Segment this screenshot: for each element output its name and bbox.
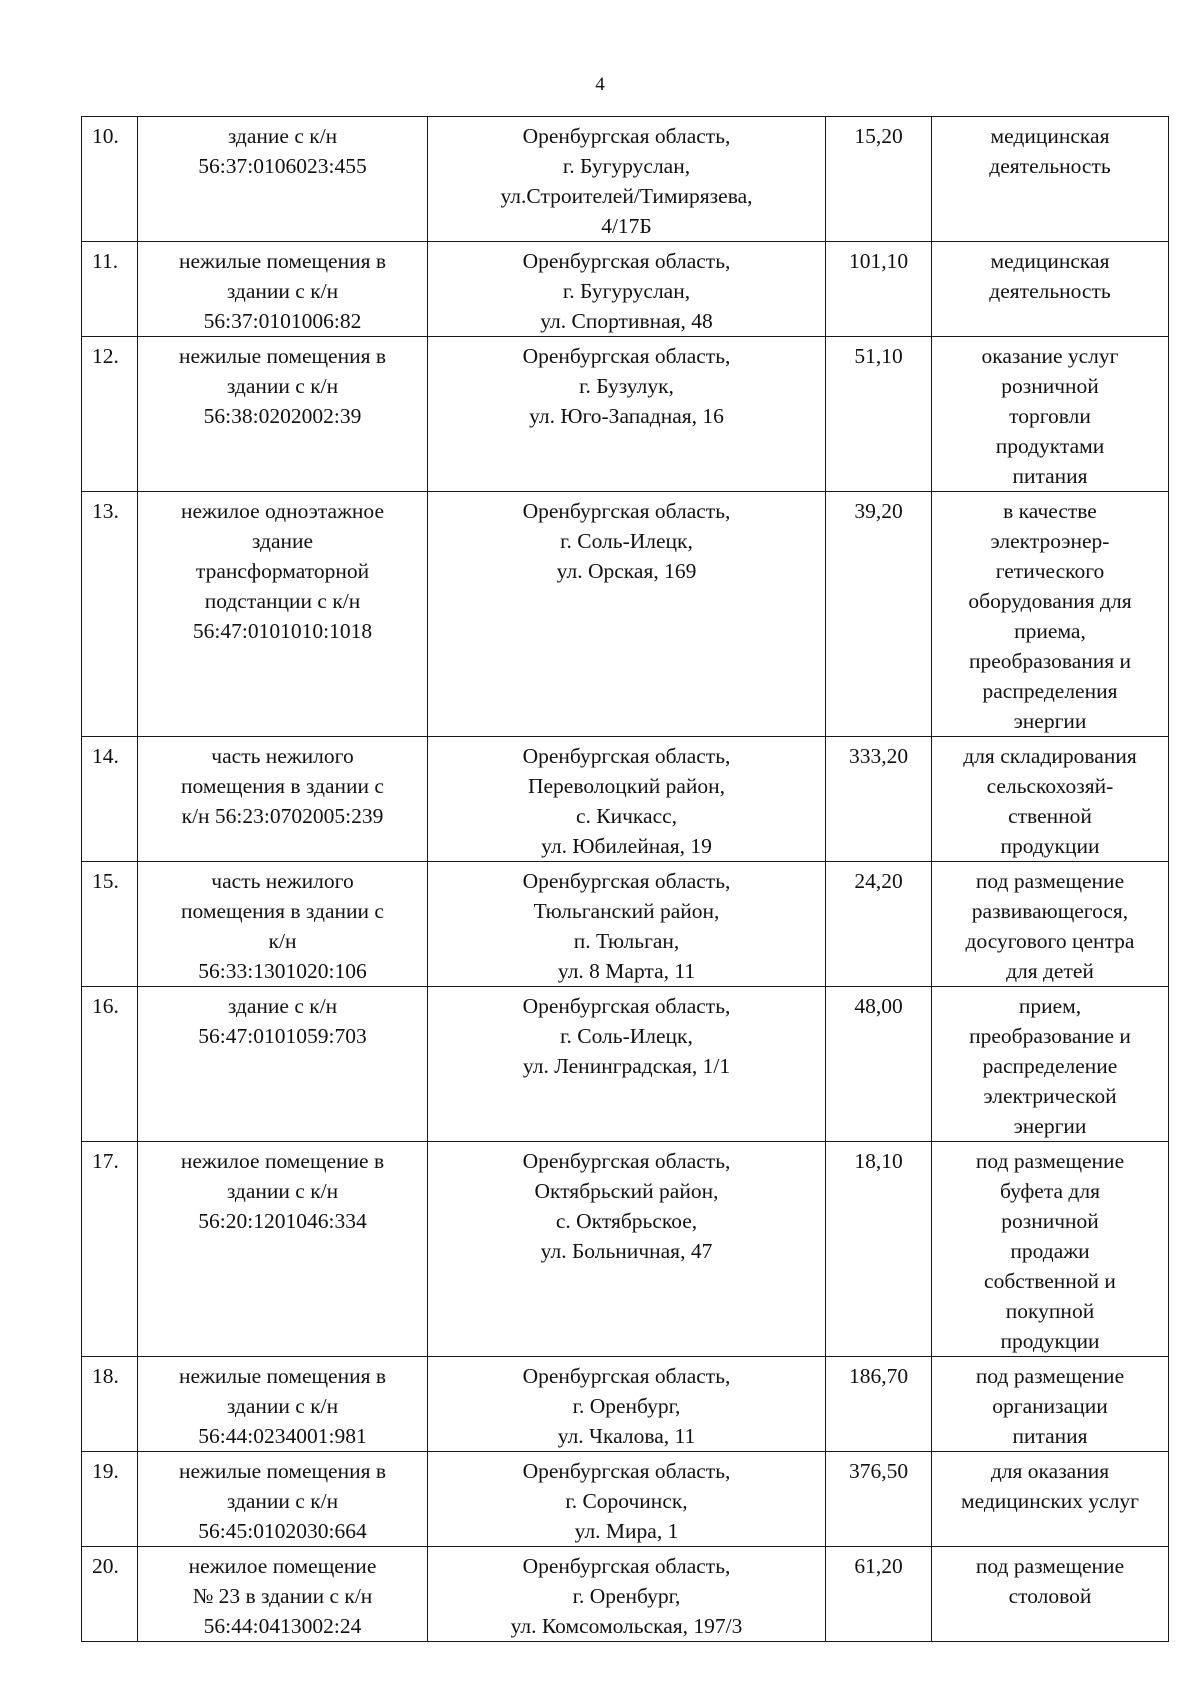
object-area: 39,20 — [826, 492, 932, 737]
object-description: нежилые помещения в здании с к/н 56:44:0234001:981 — [138, 1357, 428, 1452]
object-area: 48,00 — [826, 987, 932, 1142]
table-row — [82, 117, 1169, 242]
table-row — [82, 242, 1169, 337]
object-address: Оренбургская область, Тюльганский район, п. Тюльган, ул. 8 Марта, 11 — [428, 862, 826, 987]
object-address: Оренбургская область, г. Оренбург, ул. Чкалова, 11 — [428, 1357, 826, 1452]
object-address: Оренбургская область, г. Соль-Илецк, ул. Орская, 169 — [428, 492, 826, 737]
table-row — [82, 1357, 1169, 1452]
table-row — [82, 987, 1169, 1142]
table-row — [82, 862, 1169, 987]
object-area: 333,20 — [826, 737, 932, 862]
object-purpose: под размещение буфета для розничной продажи собственной и покупной продукции — [932, 1142, 1169, 1357]
object-address: Оренбургская область, Октябрьский район, с. Октябрьское, ул. Больничная, 47 — [428, 1142, 826, 1357]
row-number: 12. — [82, 337, 138, 492]
row-number: 18. — [82, 1357, 138, 1452]
row-number: 14. — [82, 737, 138, 862]
table-row — [82, 1142, 1169, 1357]
object-description: нежилое помещение № 23 в здании с к/н 56:44:0413002:24 — [138, 1547, 428, 1642]
object-purpose: для складирования сельскохозяй- ственной продукции — [932, 737, 1169, 862]
object-description: нежилые помещения в здании с к/н 56:37:0101006:82 — [138, 242, 428, 337]
object-purpose: медицинская деятельность — [932, 117, 1169, 242]
row-number: 13. — [82, 492, 138, 737]
object-purpose: медицинская деятельность — [932, 242, 1169, 337]
row-number: 20. — [82, 1547, 138, 1642]
object-address: Оренбургская область, г. Соль-Илецк, ул. Ленинградская, 1/1 — [428, 987, 826, 1142]
object-area: 61,20 — [826, 1547, 932, 1642]
object-area: 101,10 — [826, 242, 932, 337]
object-address: Оренбургская область, г. Бугуруслан, ул. Спортивная, 48 — [428, 242, 826, 337]
object-area: 18,10 — [826, 1142, 932, 1357]
object-purpose: под размещение развивающегося, досугового центра для детей — [932, 862, 1169, 987]
object-area: 15,20 — [826, 117, 932, 242]
table-row — [82, 337, 1169, 492]
table-row — [82, 1452, 1169, 1547]
object-purpose: для оказания медицинских услуг — [932, 1452, 1169, 1547]
object-description: нежилое одноэтажное здание трансформаторной подстанции с к/н 56:47:0101010:1018 — [138, 492, 428, 737]
table-row — [82, 492, 1169, 737]
object-description: часть нежилого помещения в здании с к/н 56:33:1301020:106 — [138, 862, 428, 987]
object-description: нежилые помещения в здании с к/н 56:45:0102030:664 — [138, 1452, 428, 1547]
object-purpose: под размещение столовой — [932, 1547, 1169, 1642]
object-purpose: прием, преобразование и распределение электрической энергии — [932, 987, 1169, 1142]
object-description: здание с к/н 56:37:0106023:455 — [138, 117, 428, 242]
row-number: 11. — [82, 242, 138, 337]
object-purpose: под размещение организации питания — [932, 1357, 1169, 1452]
object-purpose: оказание услуг розничной торговли продуктами питания — [932, 337, 1169, 492]
object-area: 186,70 — [826, 1357, 932, 1452]
object-description: нежилые помещения в здании с к/н 56:38:0202002:39 — [138, 337, 428, 492]
property-table — [81, 116, 1169, 1642]
row-number: 19. — [82, 1452, 138, 1547]
object-area: 24,20 — [826, 862, 932, 987]
row-number: 15. — [82, 862, 138, 987]
object-address: Оренбургская область, Переволоцкий район, с. Кичкасс, ул. Юбилейная, 19 — [428, 737, 826, 862]
object-address: Оренбургская область, г. Бузулук, ул. Юго-Западная, 16 — [428, 337, 826, 492]
object-description: часть нежилого помещения в здании с к/н 56:23:0702005:239 — [138, 737, 428, 862]
object-area: 376,50 — [826, 1452, 932, 1547]
row-number: 17. — [82, 1142, 138, 1357]
object-description: здание с к/н 56:47:0101059:703 — [138, 987, 428, 1142]
object-description: нежилое помещение в здании с к/н 56:20:1201046:334 — [138, 1142, 428, 1357]
object-address: Оренбургская область, г. Сорочинск, ул. Мира, 1 — [428, 1452, 826, 1547]
row-number: 10. — [82, 117, 138, 242]
object-address: Оренбургская область, г. Оренбург, ул. Комсомольская, 197/3 — [428, 1547, 826, 1642]
object-address: Оренбургская область, г. Бугуруслан, ул.Строителей/Тимирязева, 4/17Б — [428, 117, 826, 242]
row-number: 16. — [82, 987, 138, 1142]
object-purpose: в качестве электроэнер- гетического оборудования для приема, преобразования и распределения энергии — [932, 492, 1169, 737]
page-number: 4 — [595, 74, 605, 95]
table-row — [82, 737, 1169, 862]
table-row — [82, 1547, 1169, 1642]
object-area: 51,10 — [826, 337, 932, 492]
